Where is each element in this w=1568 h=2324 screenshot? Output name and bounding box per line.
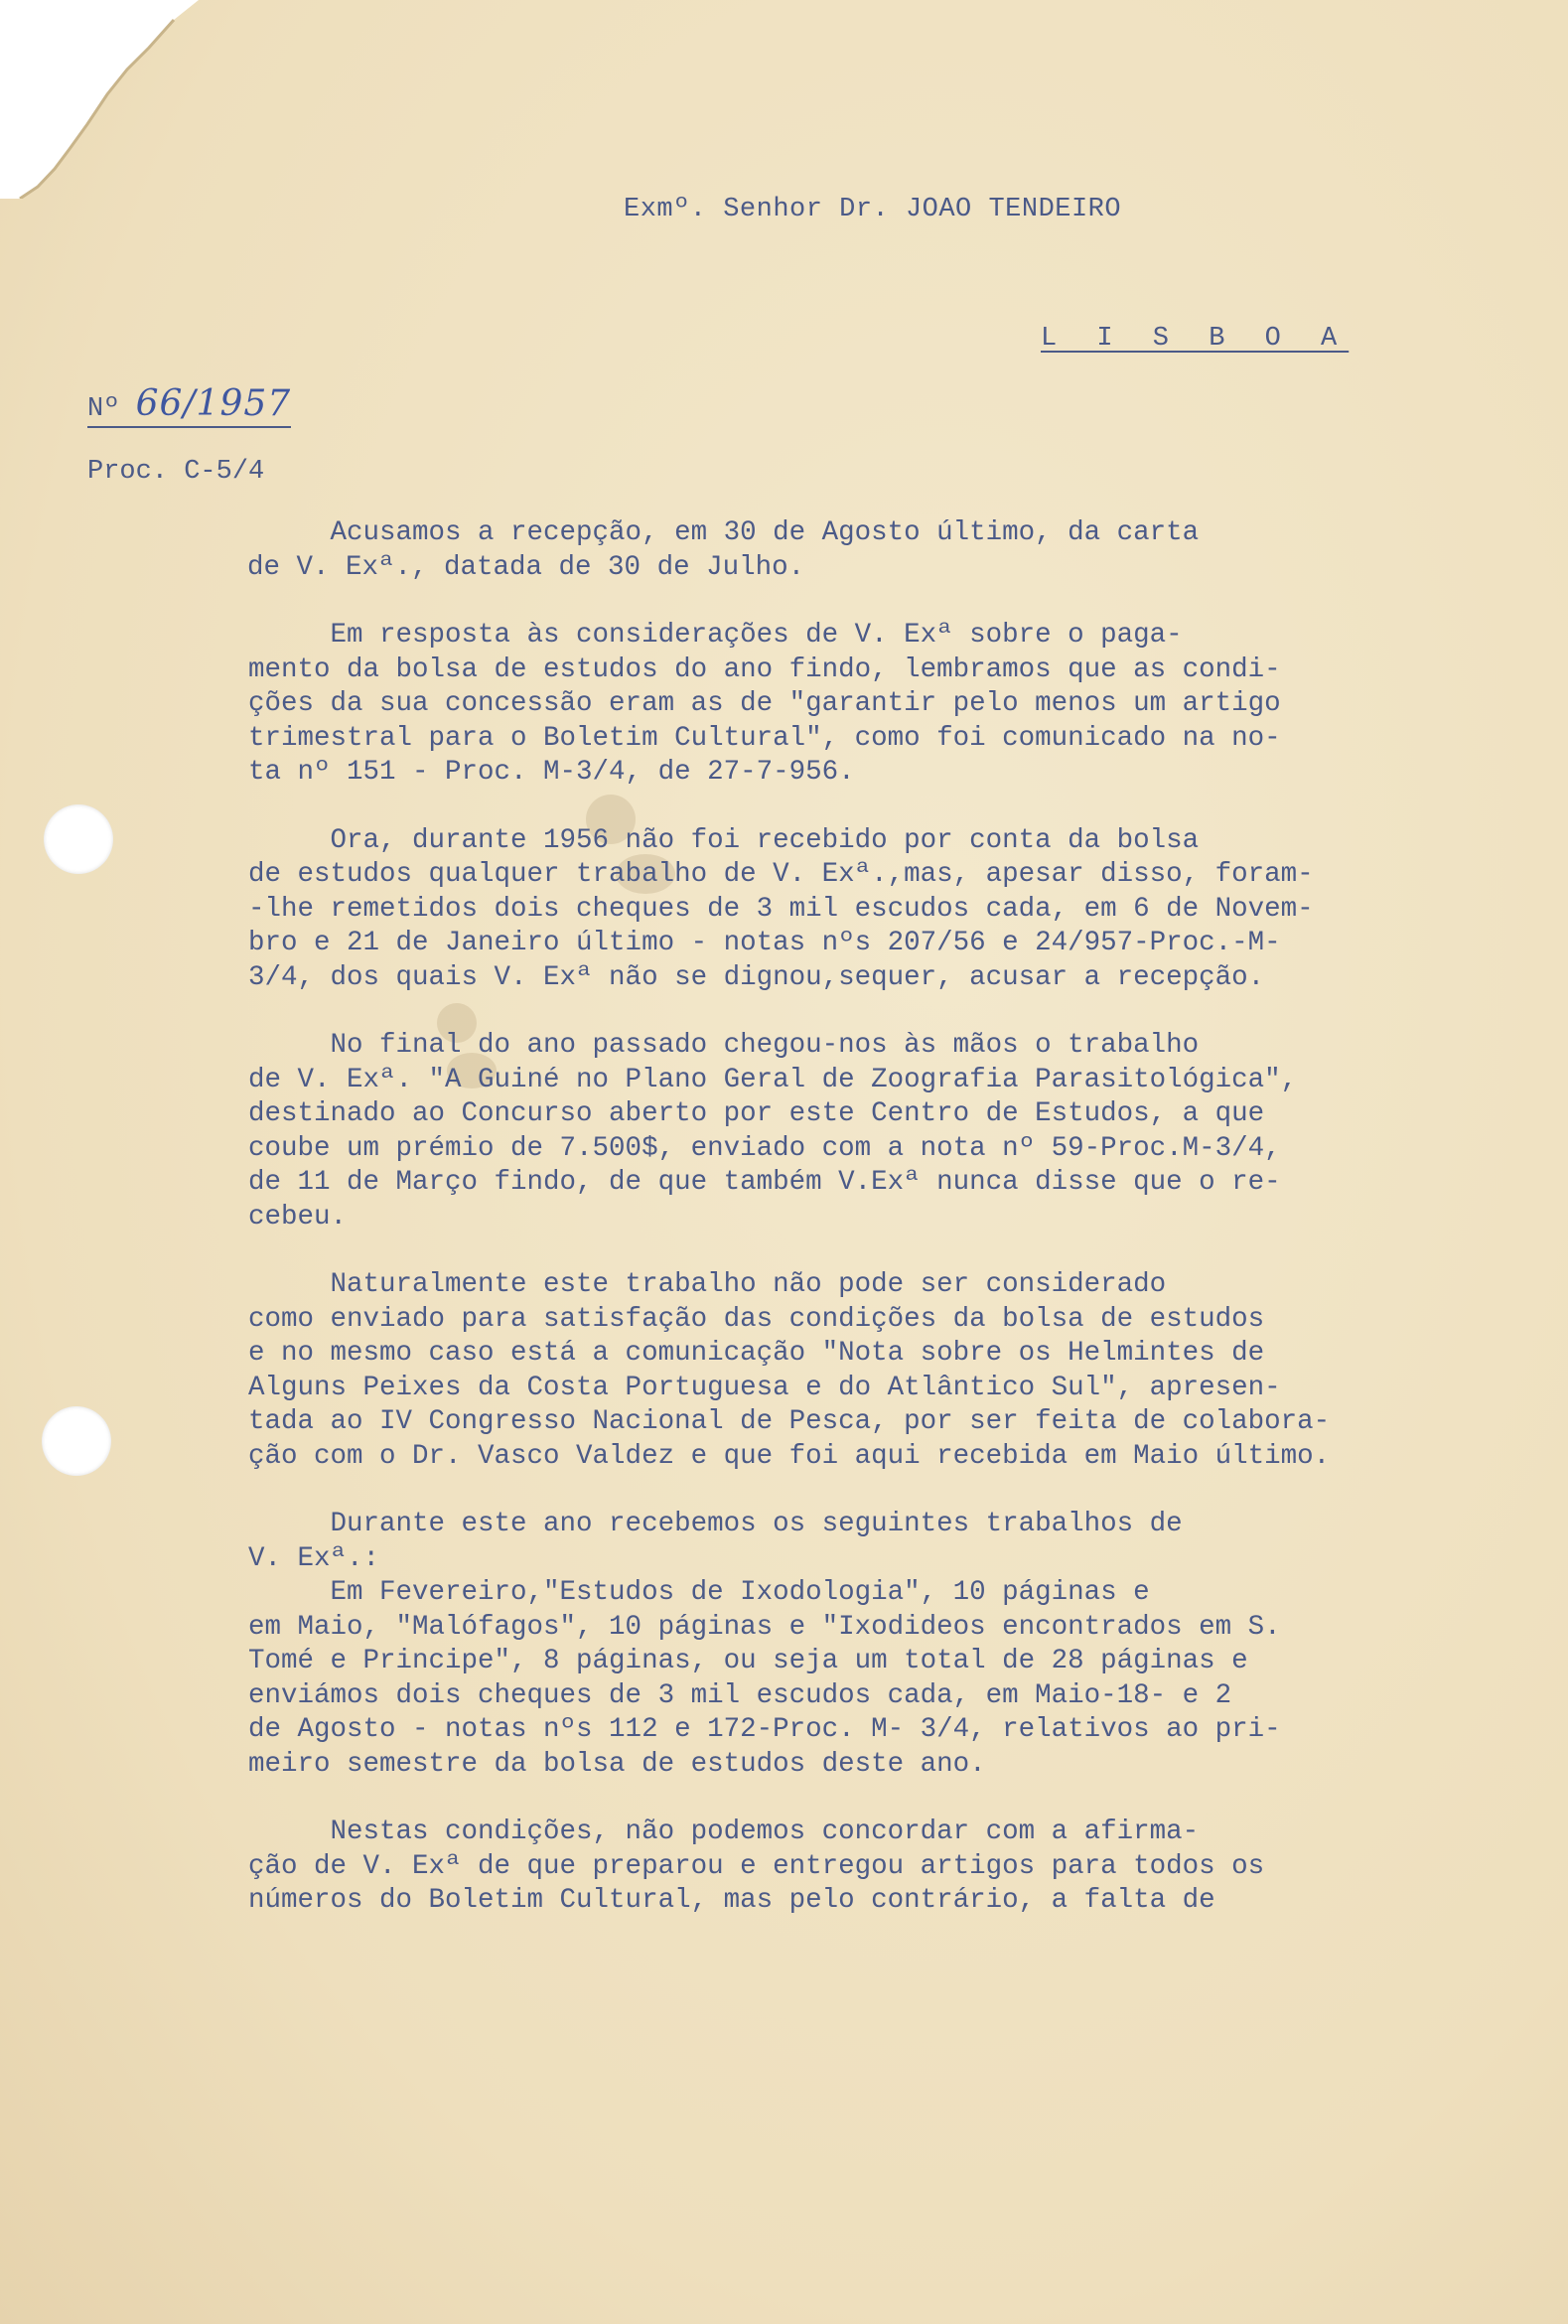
text-line: bro e 21 de Janeiro último - notas nºs 207/56 e 24/957-Proc.-M- xyxy=(248,928,1281,958)
city-heading: L I S B O A xyxy=(1041,324,1350,354)
punch-hole-top xyxy=(44,804,113,874)
reference-handwritten-number: 66/1957 xyxy=(135,383,292,424)
paragraph xyxy=(248,516,1519,585)
paragraph xyxy=(248,1268,1519,1474)
paragraph xyxy=(248,1816,1519,1919)
paragraph xyxy=(248,824,1519,996)
text-line: Naturalmente este trabalho não pode ser considerado xyxy=(248,1269,1167,1300)
text-line: de V. Exª., datada de 30 de Julho. xyxy=(247,551,805,583)
text-line: Acusamos a recepção, em 30 de Agosto último, da carta xyxy=(248,517,1200,548)
text-line: em Maio, "Malófagos", 10 páginas e "Ixodideos encontrados em S. xyxy=(248,1611,1281,1643)
text-line: meiro semestre da bolsa de estudos deste ano. xyxy=(248,1748,986,1780)
text-line: enviámos dois cheques de 3 mil escudos cada, em Maio-18- e 2 xyxy=(248,1679,1232,1711)
text-line: Ora, durante 1956 não foi recebido por conta da bolsa xyxy=(248,824,1200,856)
text-line: ção de V. Exª de que preparou e entregou artigos para todos os xyxy=(248,1850,1265,1882)
text-line: e no mesmo caso está a comunicação "Nota sobre os Helmintes de xyxy=(248,1338,1265,1369)
reference-number xyxy=(87,383,291,428)
process-code: Proc. C-5/4 xyxy=(87,457,265,487)
text-line: 3/4, dos quais V. Exª não se dignou,sequer, acusar a recepção. xyxy=(248,961,1265,993)
text-line: de estudos qualquer trabalho de V. Exª.,mas, apesar disso, foram- xyxy=(248,859,1314,890)
text-line: Durante este ano recebemos os seguintes trabalhos de xyxy=(248,1509,1183,1539)
text-line: ções da sua concessão eram as de "garantir pelo menos um artigo xyxy=(248,688,1281,719)
text-line: de V. Exª. "A Guiné no Plano Geral de Zoografia Parasitológica", xyxy=(248,1064,1298,1095)
paragraph xyxy=(248,1029,1519,1235)
punch-hole-bottom xyxy=(42,1406,111,1476)
paragraph xyxy=(248,1508,1519,1782)
text-line: Em Fevereiro,"Estudos de Ixodologia", 10 páginas e xyxy=(248,1577,1150,1608)
text-line: Tomé e Principe", 8 páginas, ou seja um total de 28 páginas e xyxy=(248,1646,1248,1676)
text-line: números do Boletim Cultural, mas pelo contrário, a falta de xyxy=(248,1885,1215,1916)
text-line: de Agosto - notas nºs 112 e 172-Proc. M- 3/4, relativos ao pri- xyxy=(248,1714,1281,1745)
reference-prefix: Nº xyxy=(87,394,136,424)
text-line: ção com o Dr. Vasco Valdez e que foi aqui recebida em Maio último. xyxy=(248,1440,1331,1472)
text-line: ta nº 151 - Proc. M-3/4, de 27-7-956. xyxy=(248,757,855,788)
text-line: destinado ao Concurso aberto por este Centro de Estudos, a que xyxy=(248,1098,1265,1129)
text-line: tada ao IV Congresso Nacional de Pesca, por ser feita de colabora- xyxy=(248,1406,1331,1437)
text-line: No final do ano passado chegou-nos às mãos o trabalho xyxy=(248,1030,1200,1061)
text-line: cebeu. xyxy=(248,1201,348,1233)
text-line: coube um prémio de 7.500$, enviado com a nota nº 59-Proc.M-3/4, xyxy=(248,1132,1281,1164)
text-line: trimestral para o Boletim Cultural", como foi comunicado na no- xyxy=(248,722,1281,754)
text-line: como enviado para satisfação das condições da bolsa de estudos xyxy=(248,1303,1265,1335)
letter-body xyxy=(248,516,1519,1919)
recipient-line: Exmº. Senhor Dr. JOAO TENDEIRO xyxy=(624,195,1122,224)
text-line: Alguns Peixes da Costa Portuguesa e do Atlântico Sul", apresen- xyxy=(248,1372,1281,1403)
text-line: Em resposta às considerações de V. Exª sobre o paga- xyxy=(248,620,1183,651)
text-line: V. Exª.: xyxy=(248,1542,380,1574)
text-line: de 11 de Março findo, de que também V.Exª nunca disse que o re- xyxy=(248,1167,1281,1198)
text-line: -lhe remetidos dois cheques de 3 mil escudos cada, em 6 de Novem- xyxy=(248,893,1314,925)
text-line: Nestas condições, não podemos concordar com a afirma- xyxy=(248,1816,1200,1847)
paragraph xyxy=(248,619,1519,791)
text-line: mento da bolsa de estudos do ano findo, lembramos que as condi- xyxy=(248,654,1281,685)
torn-corner xyxy=(0,0,199,199)
